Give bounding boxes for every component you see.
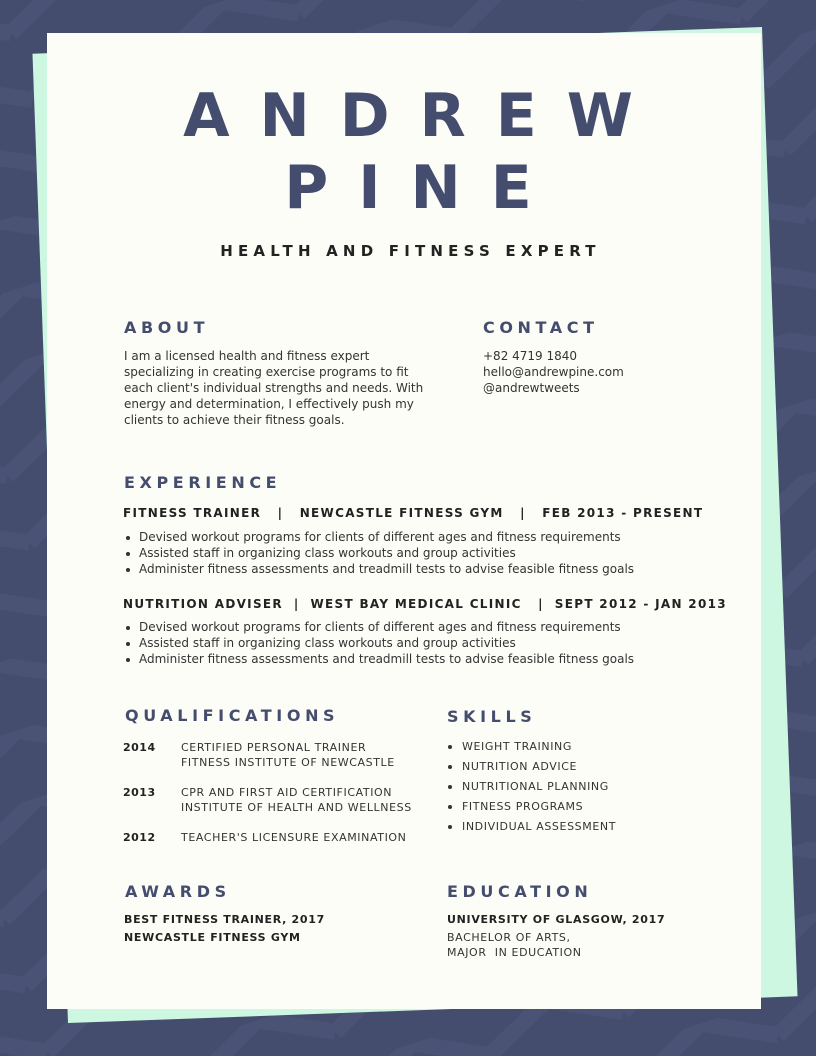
job-title-subtitle: HEALTH AND FITNESS EXPERT [220, 242, 601, 260]
skill-item: NUTRITIONAL PLANNING [447, 777, 616, 797]
education-major: MAJOR IN EDUCATION [447, 946, 582, 959]
qualification-year: 2012 [123, 831, 156, 844]
last-name: PINE [284, 153, 562, 223]
qualification-description [181, 785, 441, 815]
contact-email: hello@andrewpine.com [483, 365, 624, 379]
about-line: energy and determination, I effectively push my [124, 397, 414, 411]
job-title-line: NUTRITION ADVISER | WEST BAY MEDICAL CLINIC | SEPT 2012 - JAN 2013 [123, 597, 727, 611]
contact-social: @andrewtweets [483, 381, 580, 395]
skill-item: FITNESS PROGRAMS [447, 797, 616, 817]
job-bullet: Assisted staff in organizing class workouts and group activities [124, 635, 634, 651]
education-degree: BACHELOR OF ARTS, [447, 931, 571, 944]
qualification-description [181, 830, 441, 845]
first-name: ANDREW [183, 81, 663, 151]
job-bullet: Assisted staff in organizing class workouts and group activities [124, 545, 634, 561]
about-line: I am a licensed health and fitness expert [124, 349, 370, 363]
education-heading: EDUCATION [447, 882, 593, 901]
job-bullet: Administer fitness assessments and treadmill tests to advise feasible fitness goals [124, 651, 634, 667]
skill-item: WEIGHT TRAINING [447, 737, 616, 757]
job-bullet: Administer fitness assessments and treadmill tests to advise feasible fitness goals [124, 561, 634, 577]
about-line: each client's individual strengths and needs. With [124, 381, 424, 395]
education-school: UNIVERSITY OF GLASGOW, 2017 [447, 913, 666, 926]
qualifications-heading: QUALIFICATIONS [125, 706, 340, 725]
job-bullet: Devised workout programs for clients of different ages and fitness requirements [124, 529, 634, 545]
about-line: clients to achieve their fitness goals. [124, 413, 345, 427]
job-bullet: Devised workout programs for clients of different ages and fitness requirements [124, 619, 634, 635]
job-title-line: FITNESS TRAINER | NEWCASTLE FITNESS GYM | FEB 2013 - PRESENT [123, 506, 704, 520]
qualification-title: CERTIFIED PERSONAL TRAINER [181, 741, 367, 754]
award-title: BEST FITNESS TRAINER, 2017 [124, 913, 325, 926]
about-heading: ABOUT [124, 318, 210, 337]
skill-item: NUTRITION ADVICE [447, 757, 616, 777]
job-bullet-list [124, 529, 634, 577]
about-text [124, 348, 423, 428]
contact-heading: CONTACT [483, 318, 599, 337]
about-line: specializing in creating exercise programs to fit [124, 365, 409, 379]
skill-item: INDIVIDUAL ASSESSMENT [447, 817, 616, 837]
qualification-description [181, 740, 441, 770]
experience-heading: EXPERIENCE [124, 473, 282, 492]
job-bullet-list [124, 619, 634, 667]
qualification-year: 2013 [123, 786, 156, 799]
qualification-title: CPR AND FIRST AID CERTIFICATION [181, 786, 393, 799]
skills-heading: SKILLS [447, 707, 537, 726]
contact-details [483, 348, 624, 396]
awards-heading: AWARDS [125, 882, 231, 901]
contact-phone: +82 4719 1840 [483, 349, 578, 363]
qualification-institution: FITNESS INSTITUTE OF NEWCASTLE [181, 756, 395, 769]
qualification-year: 2014 [123, 741, 156, 754]
skills-list [447, 737, 616, 837]
qualification-title: TEACHER'S LICENSURE EXAMINATION [181, 831, 407, 844]
qualification-institution: INSTITUTE OF HEALTH AND WELLNESS [181, 801, 412, 814]
award-organization: NEWCASTLE FITNESS GYM [124, 931, 301, 944]
